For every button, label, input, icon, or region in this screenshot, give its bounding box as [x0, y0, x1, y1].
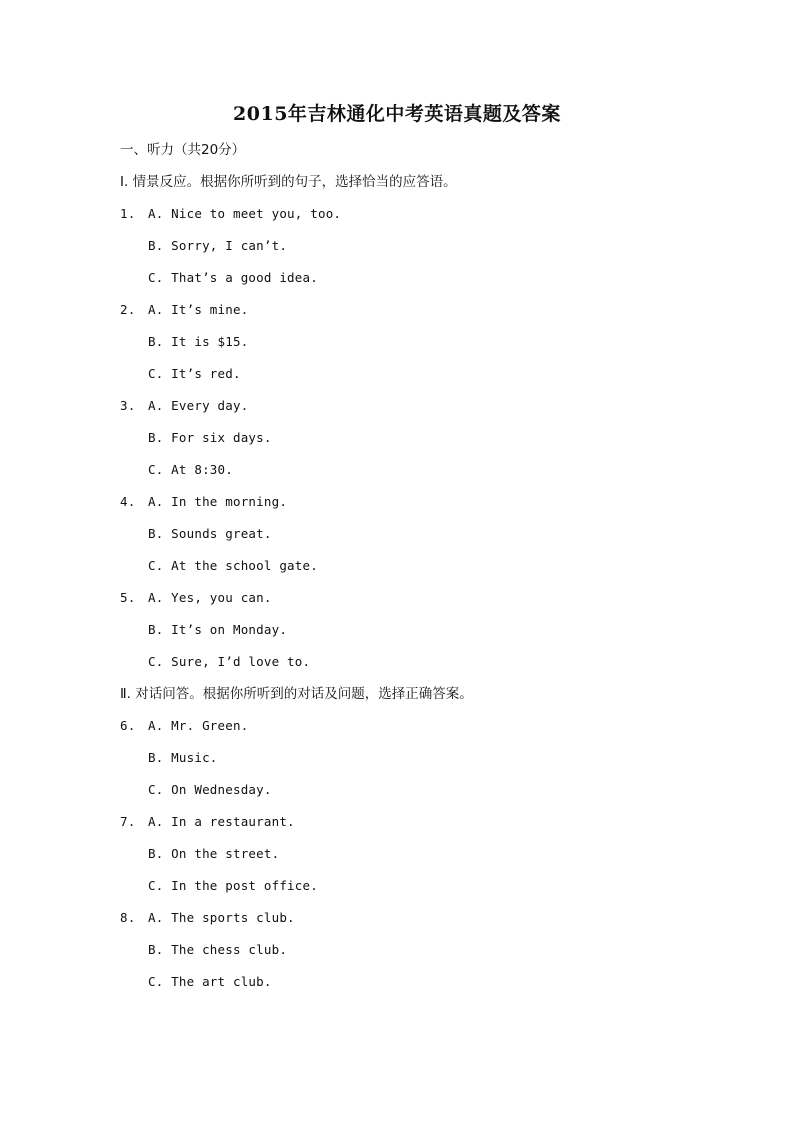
question-number: 7. [120, 814, 136, 829]
option-a: A. Every day. [148, 398, 249, 413]
option-c: C. It’s red. [148, 366, 241, 381]
question-number: 6. [120, 718, 136, 733]
option-c: C. At 8:30. [148, 462, 233, 477]
question-number: 3. [120, 398, 136, 413]
option-c: C. On Wednesday. [148, 782, 272, 797]
option-a: A. Nice to meet you, too. [148, 206, 342, 221]
option-c: C. The art club. [148, 974, 272, 989]
option-b: B. The chess club. [148, 942, 288, 957]
option-a: A. Mr. Green. [148, 718, 249, 733]
page-title: 2015年吉林通化中考英语真题及答案 [233, 103, 561, 125]
question-number: 2. [120, 302, 136, 317]
option-b: B. It is $15. [148, 334, 249, 349]
option-c: C. At the school gate. [148, 558, 318, 573]
section-heading: 一、听力（共20分） [120, 142, 246, 158]
question-number: 5. [120, 590, 136, 605]
part1-instruction: Ⅰ. 情景反应。根据你所听到的句子，选择恰当的应答语。 [120, 174, 457, 190]
option-b: B. On the street. [148, 846, 280, 861]
option-b: B. For six days. [148, 430, 272, 445]
option-c: C. That’s a good idea. [148, 270, 318, 285]
part2-instruction: Ⅱ. 对话问答。根据你所听到的对话及问题，选择正确答案。 [120, 686, 473, 702]
question-number: 4. [120, 494, 136, 509]
option-b: B. Sounds great. [148, 526, 272, 541]
option-a: A. It’s mine. [148, 302, 249, 317]
option-a: A. In the morning. [148, 494, 288, 509]
option-a: A. In a restaurant. [148, 814, 295, 829]
option-b: B. It’s on Monday. [148, 622, 288, 637]
question-number: 1. [120, 206, 136, 221]
option-b: B. Music. [148, 750, 218, 765]
question-number: 8. [120, 910, 136, 925]
option-a: A. The sports club. [148, 910, 295, 925]
option-b: B. Sorry, I can’t. [148, 238, 288, 253]
option-c: C. Sure, I’d love to. [148, 654, 311, 669]
option-a: A. Yes, you can. [148, 590, 272, 605]
option-c: C. In the post office. [148, 878, 318, 893]
